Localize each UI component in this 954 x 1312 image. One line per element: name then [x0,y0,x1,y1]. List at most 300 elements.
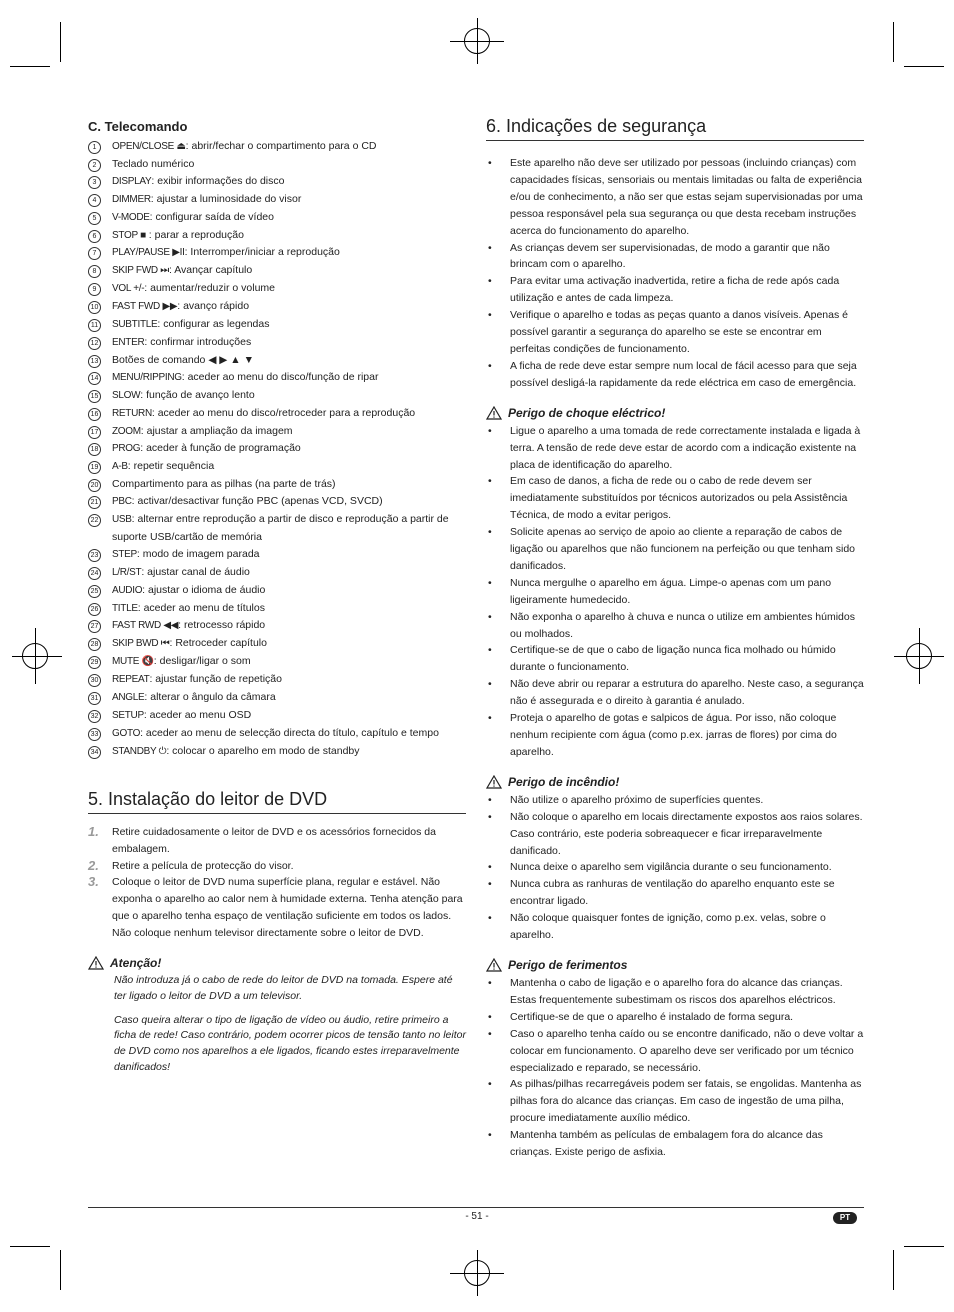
item-text [112,600,265,618]
item-key: SKIP BWD ⏮ [112,638,170,650]
remote-item [88,156,466,173]
bullet-text: As pilhas/pilhas recarregáveis podem ser fatais, se engolidas. Mantenha as pilhas fora do alcance das crianças. Em caso de ingestão de uma pilha, procure imediatamente auxílio médico. [510,1078,862,1125]
item-key: FAST RWD ◀◀ [112,620,179,632]
item-text [112,458,214,476]
installation-step [88,824,466,858]
bullet-dot: • [488,810,492,823]
item-number-badge: 27 [88,620,101,633]
installation-steps [88,824,466,942]
shock-list [486,423,864,761]
remote-item [88,244,466,262]
bullet-dot: • [488,861,492,874]
item-key: OPEN/CLOSE ⏏ [112,141,186,152]
bullet-dot: • [488,1078,492,1091]
bullet-text: Não coloque o aparelho em locais directamente expostos aos raios solares. Caso contrário, este poderia sobreaquecer e ficar irreparavelmente danificado. [510,810,863,857]
item-desc: : colocar o aparelho em modo de standby [166,744,360,757]
item-key: DISPLAY [112,175,152,187]
item-desc: Compartimento para as pilhas (na parte de trás) [112,478,336,491]
item-desc: : abrir/fechar o compartimento para o CD [185,140,377,152]
remote-item [88,653,466,671]
bullet-dot: • [488,912,492,925]
installation-step [88,874,466,942]
shock-heading [486,406,864,420]
item-desc: : ajustar a luminosidade do visor [150,192,302,205]
item-desc: : aceder ao menu de títulos [137,601,265,614]
item-number-badge: 34 [88,746,101,759]
bullet-item [486,1076,864,1127]
bullet-item [486,358,864,392]
bullet-text: As crianças devem ser supervisionadas, de modo a garantir que não brincam com o aparelho. [510,241,830,271]
bullet-dot: • [488,793,492,806]
item-text [112,493,383,511]
installation-step [88,858,466,875]
item-key: STANDBY ⏻ [112,745,167,757]
item-desc: Botões de comando ◀ ▶ ▲ ▼ [112,353,255,366]
item-key: A-B [112,461,128,473]
item-desc: : aceder ao menu do disco/retroceder para a reprodução [151,406,416,419]
item-text [112,298,249,316]
bullet-item [486,155,864,240]
bullet-dot: • [488,1027,492,1040]
injury-heading [486,958,864,972]
fire-list [486,792,864,944]
fire-title: Perigo de incêndio! [508,774,620,789]
step-text: Retire a película de protecção do visor. [112,859,294,872]
bullet-item [486,307,864,358]
remote-item [88,476,466,493]
page-number: - 51 - [465,1211,489,1222]
item-desc: : função de avanço lento [140,388,255,401]
item-number [88,440,112,458]
item-number-badge: 1 [88,141,101,154]
remote-item [88,405,466,423]
right-column [486,116,864,1161]
remote-item [88,546,466,564]
item-number-badge: 7 [88,247,101,260]
item-text [112,725,439,743]
item-desc: : alterar o ângulo da câmara [144,691,276,704]
item-number [88,689,112,707]
item-text [112,546,260,564]
item-key: PLAY/PAUSE ▶II [112,247,185,259]
item-number [88,156,112,173]
bullet-item [486,1127,864,1161]
item-key: PBC [112,496,132,508]
item-desc: : ajustar a ampliação da imagem [140,424,293,437]
item-number [88,743,112,761]
item-number [88,405,112,423]
item-number-badge: 10 [88,301,101,314]
bullet-text: Ligue o aparelho a uma tomada de rede correctamente instalada e ligada à terra. A tensão de rede deve estar de acordo com a indicação existente na placa de identificação do aparelho. [510,424,861,471]
item-number [88,298,112,316]
bullet-text: Em caso de danos, a ficha de rede ou o cabo de rede devem ser imediatamente substituídos por técnicos autorizados ou pela Assistência Técnica, de modo a evitar perigos. [510,475,848,522]
item-desc: Teclado numérico [112,157,195,170]
bullet-text: A ficha de rede deve estar sempre num local de fácil acesso para que seja possível desligá-la rapidamente da rede eléctrica em caso de emergência. [510,359,857,389]
bullet-item [486,809,864,860]
bullet-text: Mantenha o cabo de ligação e o aparelho fora do alcance das crianças. Estas frequentemente subestimam os riscos dos aparelhos eléctricos. [510,976,843,1006]
item-number-badge: 26 [88,603,101,616]
item-number [88,707,112,725]
item-number-badge: 14 [88,372,101,385]
item-key: STOP ■ [112,229,146,241]
warning-icon [486,775,502,789]
remote-item [88,138,466,156]
item-number [88,725,112,743]
item-text [112,262,252,280]
item-number [88,671,112,689]
remote-item [88,564,466,582]
crop-mark [893,1250,894,1290]
item-key: MENU/RIPPING [112,371,182,383]
item-text [112,191,301,209]
item-key: SUBTITLE [112,319,158,331]
item-text [112,173,284,191]
item-key: STEP [112,548,137,560]
bullet-text: Caso o aparelho tenha caído ou se encontre danificado, não o deve voltar a colocar em funcionamento. O aparelho deve ser verificado por um técnico especializado e reparado, se necessário. [510,1027,864,1074]
item-number-badge: 13 [88,355,101,368]
safety-intro-list [486,155,864,392]
item-number-badge: 3 [88,176,101,189]
item-number-badge: 29 [88,656,101,669]
bullet-item [486,524,864,575]
bullet-item [486,710,864,761]
remote-item [88,227,466,245]
item-text [112,138,377,156]
warning-icon [486,958,502,972]
remote-item [88,298,466,316]
crop-mark [904,66,944,67]
bullet-text: Este aparelho não deve ser utilizado por pessoas (incluindo crianças) com capacidades físicas, sensoriais ou mentais limitadas ou falta de experiência e/ou de conhecimento, a não ser que estas sejam supervisionadas por uma pessoa responsável pela sua segurança ou que desta recebam instruções acerca do funcionamento do aparelho. [510,157,863,237]
item-desc: : modo de imagem parada [136,547,260,560]
bullet-text: Mantenha também as películas de embalagem fora do alcance das crianças. Existe perigo de asfixia. [510,1129,823,1159]
item-number [88,227,112,245]
item-number-badge: 23 [88,549,101,562]
bullet-item [486,1009,864,1026]
item-number-badge: 32 [88,710,101,723]
bullet-item [486,910,864,944]
step-number: 2. [88,857,99,873]
bullet-item [486,792,864,809]
bullet-item [486,676,864,710]
item-key: SKIP FWD ⏭ [112,265,169,277]
remote-item [88,352,466,369]
language-badge: PT [833,1212,857,1224]
item-desc: : Interromper/iniciar a reprodução [184,246,340,259]
item-number [88,564,112,582]
item-number-badge: 11 [88,319,101,332]
item-desc: : activar/desactivar função PBC (apenas VCD, SVCD) [131,495,383,508]
item-desc: : aumentar/reduzir o volume [144,282,275,295]
bullet-dot: • [488,644,492,657]
item-text [112,316,269,334]
item-number-badge: 18 [88,443,101,456]
item-desc: : ajustar o idioma de áudio [142,583,266,596]
item-desc: : alternar entre reprodução a partir de disco e reprodução a partir de suporte USB/cartão de memória [112,513,449,543]
item-text [112,280,275,298]
bullet-dot: • [488,1129,492,1142]
item-desc: : parar a reprodução [145,228,244,241]
bullet-dot: • [488,712,492,725]
item-key: PROG [112,443,141,455]
item-key: REPEAT [112,674,150,686]
bullet-dot: • [488,878,492,891]
remote-item [88,173,466,191]
item-key: SLOW [112,389,141,401]
item-number [88,493,112,511]
remote-item [88,493,466,511]
item-number-badge: 6 [88,230,101,243]
warning-icon [486,406,502,420]
item-key: V-MODE [112,211,150,223]
item-text [112,227,244,245]
item-text [112,511,466,546]
attention-paragraph: Caso queira alterar o tipo de ligação de vídeo ou áudio, retire primeiro a ficha de rede! Caso contrário, podem ocorrer picos de tensão tanto no leitor de DVD como nos aparelhos a ele ligados, ficando estes irreparavelmente danificados! [114,1013,466,1074]
item-number [88,334,112,352]
crop-mark [893,22,894,62]
item-text [112,387,255,405]
footer-divider [88,1207,864,1208]
item-number-badge: 9 [88,283,101,296]
bullet-text: Solicite apenas ao serviço de apoio ao cliente a reparação de cabos de ligação ou aparelhos que não funcionem na perfeição ou que tenham sido danificados. [510,526,855,572]
attention-paragraph: Não introduza já o cabo de rede do leitor de DVD na tomada. Espere até ter ligado o leitor de DVD a um televisor. [114,974,453,1002]
item-number-badge: 25 [88,585,101,598]
item-desc: : configurar as legendas [157,318,270,331]
bullet-text: Não coloque quaisquer fontes de ignição, como p.ex. velas, sobre o aparelho. [510,912,826,942]
remote-item [88,725,466,743]
item-desc: : aceder ao menu de selecção directa do título, capítulo e tempo [140,726,439,739]
item-number [88,262,112,280]
item-number [88,600,112,618]
bullet-text: Proteja o aparelho de gotas e salpicos de água. Por isso, não coloque nenhum recipiente com água (como p.ex. jarras de flores) por cima do aparelho. [510,712,837,758]
item-number-badge: 20 [88,479,101,492]
item-number-badge: 33 [88,728,101,741]
item-number [88,352,112,369]
item-desc: : repetir sequência [127,460,215,473]
item-text [112,564,250,582]
attention-heading [88,956,466,970]
remote-item [88,671,466,689]
bullet-dot: • [488,241,492,254]
crop-mark [904,1246,944,1247]
item-desc: : aceder à função de programação [140,442,301,455]
bullet-dot: • [488,275,492,288]
remote-item [88,334,466,352]
item-key: ENTER [112,336,145,348]
item-desc: : desligar/ligar o som [153,655,251,668]
item-text [112,617,265,635]
bullet-text: Não utilize o aparelho próximo de superfícies quentes. [510,793,764,806]
item-text [112,689,276,707]
item-desc: : retrocesso rápido [178,619,266,632]
crop-mark [60,1250,61,1290]
remote-title: C. Telecomando [88,119,188,134]
item-number-badge: 4 [88,194,101,207]
crop-mark [10,66,50,67]
shock-title: Perigo de choque eléctrico! [508,405,666,420]
item-number-badge: 24 [88,567,101,580]
item-number [88,617,112,635]
item-number [88,244,112,262]
item-text [112,582,265,600]
item-key: FAST FWD ▶▶ [112,301,178,313]
remote-item [88,511,466,546]
remote-item [88,635,466,653]
remote-item [88,191,466,209]
remote-item [88,600,466,618]
bullet-text: Nunca mergulhe o aparelho em água. Limpe-o apenas com um pano ligeiramente humedecido. [510,576,832,606]
bullet-text: Verifique o aparelho e todas as peças quanto a danos visíveis. Apenas é possível garantir a segurança do aparelho se este se encontrar em perfeitas condições de funcionamento. [510,309,848,355]
remote-item [88,369,466,387]
item-text [112,671,282,689]
injury-list [486,975,864,1161]
crop-mark [12,656,62,657]
bullet-item [486,273,864,307]
remote-item [88,387,466,405]
section5-title: 5. Instalação do leitor de DVD [88,789,466,814]
bullet-text: Não exponha o aparelho à chuva e nunca o utilize em ambientes húmidos ou molhados. [510,610,855,640]
item-text [112,405,415,423]
bullet-dot: • [488,424,492,437]
bullet-dot: • [488,976,492,989]
item-text [112,369,378,387]
bullet-dot: • [488,610,492,623]
remote-list [88,138,466,761]
crop-mark [450,41,504,42]
item-number-badge: 19 [88,461,101,474]
item-desc: : aceder ao menu OSD [143,709,252,721]
bullet-item [486,609,864,643]
item-key: TITLE [112,602,138,614]
item-text [112,440,301,458]
item-number [88,173,112,191]
item-number-badge: 31 [88,692,101,705]
item-number-badge: 8 [88,265,101,278]
item-key: AUDIO [112,584,143,596]
item-desc: : avanço rápido [177,300,250,313]
item-number-badge: 21 [88,496,101,509]
remote-item [88,440,466,458]
remote-item [88,280,466,298]
remote-item [88,262,466,280]
bullet-dot: • [488,475,492,488]
item-number-badge: 12 [88,337,101,350]
item-number [88,209,112,227]
attention-title: Atenção! [110,956,162,971]
item-key: DIMMER [112,193,151,205]
item-number [88,458,112,476]
item-key: USB [112,514,132,526]
remote-item [88,423,466,441]
item-number-badge: 22 [88,514,101,527]
item-text [112,423,293,441]
bullet-text: Para evitar uma activação inadvertida, retire a ficha de rede após cada utilização e antes de cada limpeza. [510,275,840,305]
item-number [88,280,112,298]
crop-mark [60,22,61,62]
remote-item [88,458,466,476]
item-number [88,546,112,564]
step-number: 1. [88,823,99,839]
remote-item [88,707,466,725]
bullet-text: Nunca cubra as ranhuras de ventilação do aparelho enquanto este se encontrar ligado. [510,878,835,908]
remote-item [88,743,466,761]
warning-icon [88,956,104,970]
bullet-text: Certifique-se de que o cabo de ligação nunca fica molhado ou húmido durante o funcionamento. [510,644,836,674]
bullet-dot: • [488,309,492,322]
remote-item [88,617,466,635]
item-key: VOL +/- [112,283,145,295]
step-number: 3. [88,874,99,890]
item-number-badge: 30 [88,674,101,687]
item-desc: : aceder ao menu do disco/função de ripar [181,370,379,383]
item-desc: : ajustar função de repetição [149,673,282,686]
bullet-dot: • [488,157,492,169]
crop-mark [450,1273,504,1274]
remote-item [88,582,466,600]
item-desc: : Retroceder capítulo [169,637,267,650]
item-number-badge: 15 [88,390,101,403]
item-number [88,635,112,653]
remote-item [88,209,466,227]
item-desc: : configurar saída de vídeo [149,210,274,223]
bullet-dot: • [488,576,492,589]
item-number-badge: 28 [88,638,101,651]
item-number [88,511,112,546]
item-text [112,476,336,493]
item-number [88,387,112,405]
item-number [88,138,112,156]
item-key: ANGLE [112,692,145,704]
bullet-text: Nunca deixe o aparelho sem vigilância durante o seu funcionamento. [510,861,832,874]
bullet-dot: • [488,526,492,539]
bullet-item [486,575,864,609]
bullet-item [486,473,864,524]
bullet-item [486,423,864,474]
remote-item [88,689,466,707]
item-desc: : confirmar introduções [144,335,252,348]
remote-item [88,316,466,334]
bullet-item [486,859,864,876]
bullet-item [486,876,864,910]
crop-mark [10,1246,50,1247]
injury-title: Perigo de ferimentos [508,957,628,972]
bullet-dot: • [488,1010,492,1023]
fire-heading [486,775,864,789]
item-desc: : Avançar capítulo [168,264,253,277]
item-text [112,743,360,761]
item-number [88,316,112,334]
bullet-item [486,1026,864,1077]
item-number [88,369,112,387]
item-desc: : ajustar canal de áudio [141,565,250,578]
item-number-badge: 2 [88,159,101,172]
bullet-item [486,642,864,676]
item-number-badge: 17 [88,426,101,439]
bullet-text: Não deve abrir ou reparar a estrutura do aparelho. Neste caso, a segurança não é assegurada e o direito à garantia é anulado. [510,678,864,708]
item-desc: : exibir informações do disco [151,174,285,187]
item-key: SETUP [112,710,144,721]
left-column [88,116,466,1084]
item-key: GOTO [112,727,141,739]
item-number-badge: 16 [88,408,101,421]
item-text [112,635,267,653]
bullet-dot: • [488,359,492,372]
step-text: Retire cuidadosamente o leitor de DVD e os acessórios fornecidos da embalagem. [112,825,436,855]
item-number [88,653,112,671]
item-number [88,476,112,493]
bullet-item [486,240,864,274]
item-text [112,244,340,262]
item-text [112,156,194,173]
